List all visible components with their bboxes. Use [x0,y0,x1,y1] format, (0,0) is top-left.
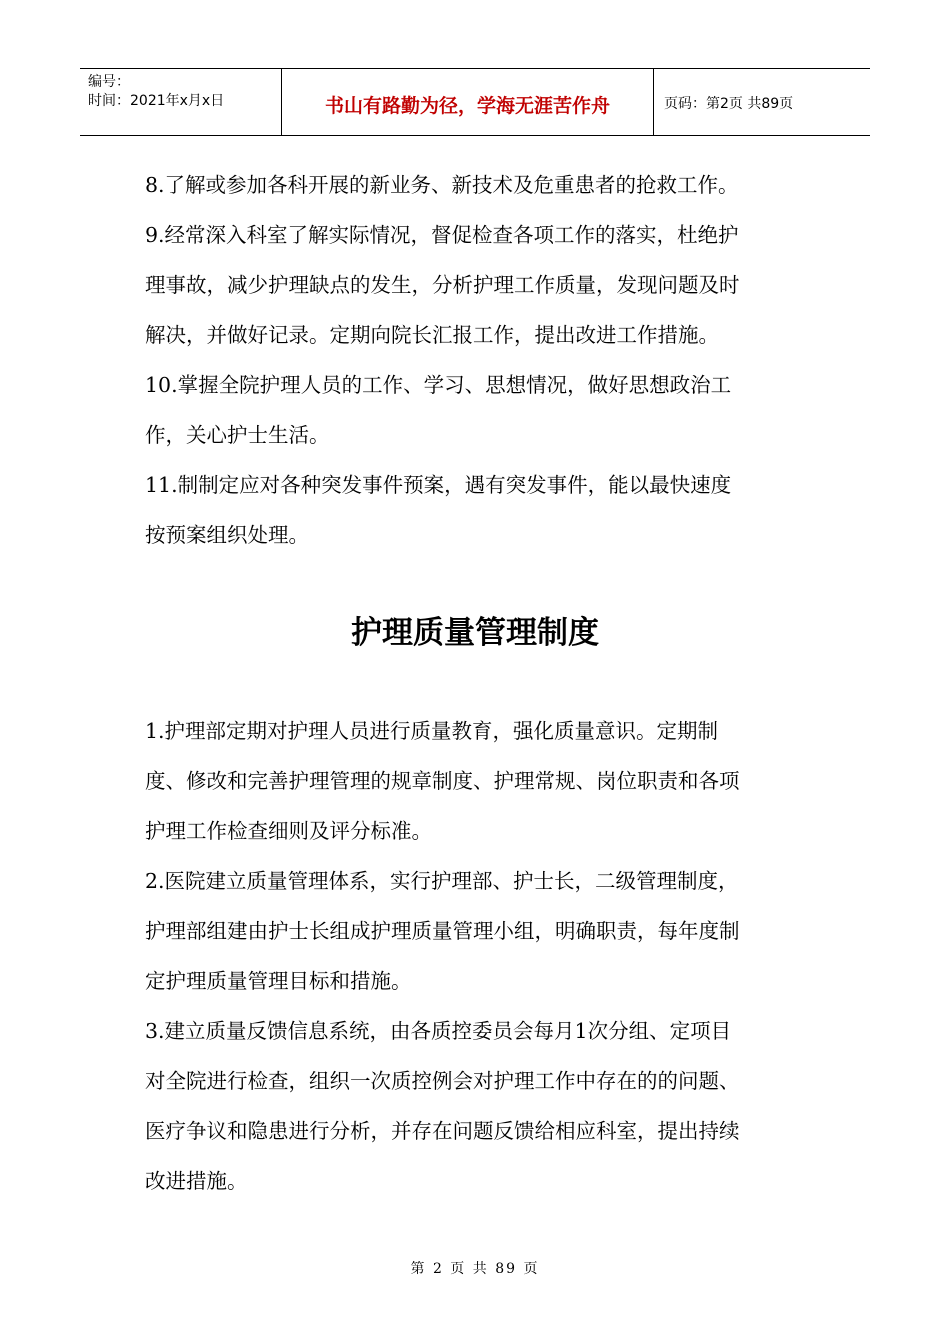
header-page-info-cell [654,69,870,135]
page-footer: 第 2 页 共 89 页 [410,1261,540,1277]
header-meta [80,69,282,135]
document-number-label: 编号： [88,74,130,90]
text-line: 1.护理部定期对护理人员进行质量教育，强化质量意识。定期制 [145,719,719,743]
page-header [80,68,870,136]
header-motto-cell [282,69,654,135]
text-line: 理事故，减少护理缺点的发生，分析护理工作质量，发现问题及时 [145,273,740,297]
text-line: 2.医院建立质量管理体系，实行护理部、护士长，二级管理制度， [145,869,739,893]
text-line: 医疗争议和隐患进行分析，并存在问题反馈给相应科室，提出持续 [145,1119,740,1143]
document-date: 时间：2021年x月x日 [88,93,225,109]
text-line: 护理部组建由护士长组成护理质量管理小组，明确职责，每年度制 [145,919,740,943]
section-duties [145,160,815,560]
text-line: 对全院进行检查，组织一次质控例会对护理工作中存在的的问题、 [145,1069,740,1093]
text-line: 解决，并做好记录。定期向院长汇报工作，提出改进工作措施。 [145,323,719,347]
text-line: 作，关心护士生活。 [145,423,330,447]
text-line: 护理工作检查细则及评分标准。 [145,819,432,843]
text-line: 定护理质量管理目标和措施。 [145,969,412,993]
text-line: 改进措施。 [145,1169,248,1193]
text-line: 10.掌握全院护理人员的工作、学习、思想情况，做好思想政治工 [145,373,732,397]
text-line: 9.经常深入科室了解实际情况，督促检查各项工作的落实，杜绝护 [145,223,739,247]
text-line: 3.建立质量反馈信息系统，由各质控委员会每月1次分组、定项目 [145,1019,732,1043]
text-line: 8.了解或参加各科开展的新业务、新技术及危重患者的抢救工作。 [145,173,739,197]
text-line: 按预案组织处理。 [145,523,309,547]
header-page-info: 页码：第2页 共89页 [664,96,794,112]
text-line: 11.制制定应对各种突发事件预案，遇有突发事件，能以最快速度 [145,473,732,497]
section-heading: 护理质量管理制度 [351,615,599,651]
section-quality-management [145,706,815,1206]
text-line: 度、修改和完善护理管理的规章制度、护理常规、岗位职责和各项 [145,769,740,793]
header-motto: 书山有路勤为径，学海无涯苦作舟 [324,94,610,117]
